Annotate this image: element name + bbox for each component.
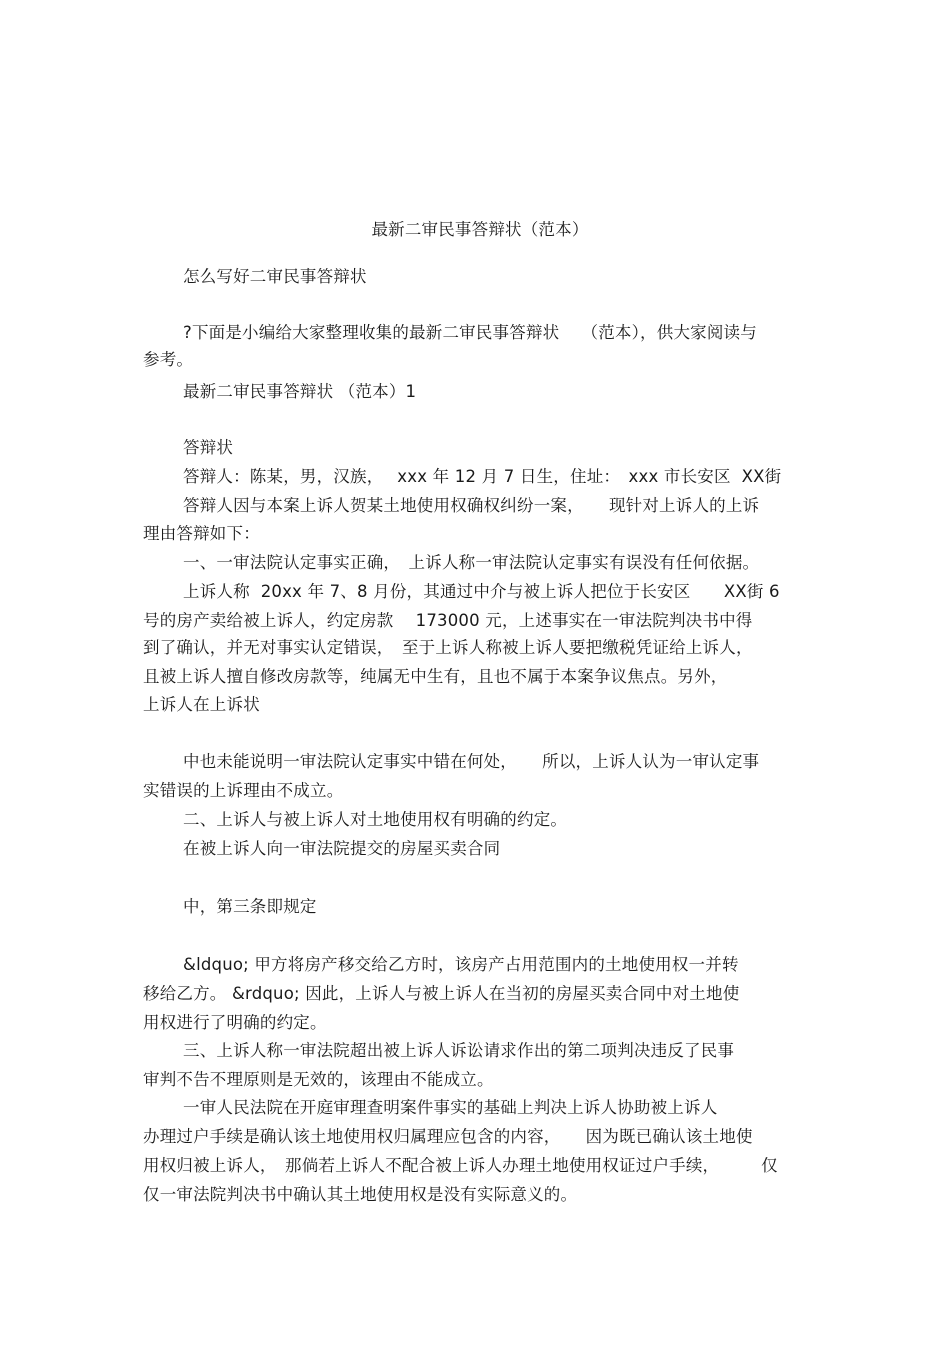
body-line: 三、上诉人称一审法院超出被上诉人诉讼请求作出的第二项判决违反了民事 bbox=[183, 1041, 735, 1060]
body-line: 中，第三条即规定 bbox=[183, 897, 317, 916]
body-line: 理由答辩如下： bbox=[143, 524, 260, 543]
body-line: 一、一审法院认定事实正确， 上诉人称一审法院认定事实有误没有任何依据。 bbox=[183, 553, 760, 572]
document-name: 答辩状 bbox=[183, 438, 234, 457]
body-line: 仅一审法院判决书中确认其土地使用权是没有实际意义的。 bbox=[143, 1185, 578, 1204]
intro-line: 参考。 bbox=[143, 350, 194, 369]
body-line: 审判不告不理原则是无效的，该理由不能成立。 bbox=[143, 1070, 494, 1089]
body-line: 在被上诉人向一审法院提交的房屋买卖合同 bbox=[183, 839, 501, 858]
body-line: 中也未能说明一审法院认定事实中错在何处， 所以，上诉人认为一审认定事 bbox=[183, 752, 760, 771]
body-line: 号的房产卖给被上诉人，约定房款 173000 元，上述事实在一审法院判决书中得 bbox=[143, 611, 753, 630]
body-line: 二、上诉人与被上诉人对土地使用权有明确的约定。 bbox=[183, 810, 568, 829]
body-line: &ldquo; 甲方将房产移交给乙方时，该房产占用范围内的土地使用权一并转 bbox=[183, 955, 739, 974]
body-line: 上诉人在上诉状 bbox=[143, 695, 260, 714]
body-line: 一审人民法院在开庭审理查明案件事实的基础上判决上诉人协助被上诉人 bbox=[183, 1098, 718, 1117]
body-line: 答辩人因与本案上诉人贺某土地使用权确权纠纷一案， 现针对上诉人的上诉 bbox=[183, 496, 760, 515]
section-heading: 最新二审民事答辩状 （范本）1 bbox=[183, 382, 417, 401]
body-line: 上诉人称 20xx 年 7、8 月份，其通过中介与被上诉人把位于长安区 XX街 6 bbox=[183, 582, 780, 601]
intro-line: ?下面是小编给大家整理收集的最新二审民事答辩状 （范本），供大家阅读与 bbox=[183, 323, 757, 342]
body-line: 答辩人：陈某，男，汉族， xxx 年 12 月 7 日生，住址： xxx 市长安区 XX街 bbox=[183, 467, 782, 486]
body-line: 且被上诉人擅自修改房款等，纯属无中生有，且也不属于本案争议焦点。另外， bbox=[143, 667, 728, 686]
body-line: 实错误的上诉理由不成立。 bbox=[143, 781, 344, 800]
body-line: 移给乙方。 &rdquo; 因此，上诉人与被上诉人在当初的房屋买卖合同中对土地使 bbox=[143, 984, 740, 1003]
document-title: 最新二审民事答辩状（范本） bbox=[371, 220, 589, 239]
body-line: 用权归被上诉人， 那倘若上诉人不配合被上诉人办理土地使用权证过户手续， 仅 bbox=[143, 1156, 778, 1175]
body-line: 用权进行了明确的约定。 bbox=[143, 1013, 327, 1032]
body-line: 到了确认，并无对事实认定错误， 至于上诉人称被上诉人要把缴税凭证给上诉人， bbox=[143, 638, 753, 657]
subtitle: 怎么写好二审民事答辩状 bbox=[183, 267, 367, 286]
body-line: 办理过户手续是确认该土地使用权归属理应包含的内容， 因为既已确认该土地使 bbox=[143, 1127, 753, 1146]
